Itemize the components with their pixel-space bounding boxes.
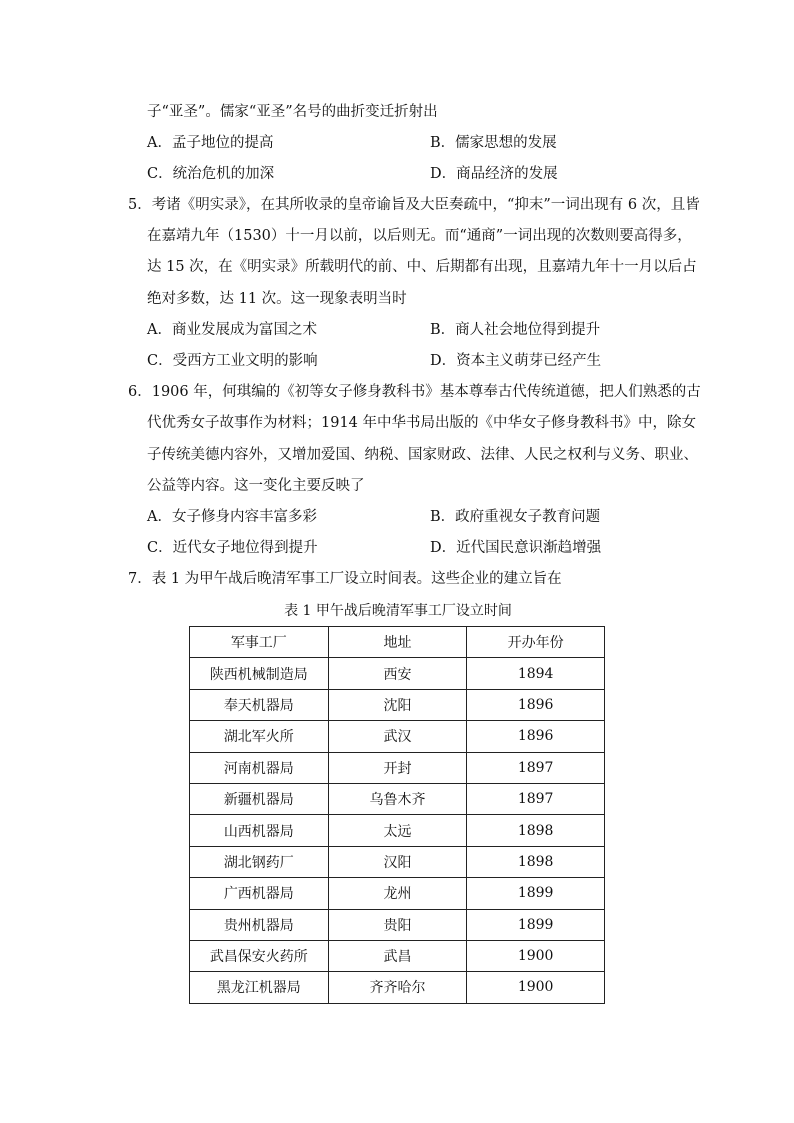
cell-location: 乌鲁木齐: [328, 783, 467, 814]
cell-factory: 黑龙江机器局: [190, 972, 329, 1003]
table-row: [190, 878, 605, 909]
q5-stem-line-4: 绝对多数，达 11 次。这一现象表明当时: [147, 291, 407, 307]
q7-stem: 7．表 1 为甲午战后晚清军事工厂设立时间表。这些企业的建立旨在: [128, 571, 562, 587]
cell-location: 武昌: [328, 940, 467, 971]
cell-year: 1896: [467, 721, 605, 752]
cell-location: 齐齐哈尔: [328, 972, 467, 1003]
cell-year: 1900: [467, 940, 605, 971]
table-row: [190, 658, 605, 689]
q5-stem-line-3: 达 15 次，在《明实录》所载明代的前、中、后期都有出现，且嘉靖九年十一月以后占: [147, 259, 697, 275]
cell-factory: 湖北钢药厂: [190, 846, 329, 877]
table-row: [190, 846, 605, 877]
cell-factory: 广西机器局: [190, 878, 329, 909]
q4-option-a: A．孟子地位的提高: [147, 135, 274, 151]
cell-location: 开封: [328, 752, 467, 783]
header-factory: 军事工厂: [190, 627, 329, 658]
cell-year: 1898: [467, 815, 605, 846]
cell-factory: 武昌保安火药所: [190, 940, 329, 971]
q4-option-d: D．商品经济的发展: [430, 166, 558, 182]
table-row: [190, 972, 605, 1003]
table-row: [190, 752, 605, 783]
table-row: [190, 689, 605, 720]
q6-option-b: B．政府重视女子教育问题: [430, 509, 601, 525]
cell-factory: 山西机器局: [190, 815, 329, 846]
cell-location: 太远: [328, 815, 467, 846]
cell-year: 1897: [467, 752, 605, 783]
q5-stem-line-2: 在嘉靖九年（1530）十一月以前，以后则无。而“通商”一词出现的次数则要高得多，: [147, 228, 692, 244]
cell-location: 龙州: [328, 878, 467, 909]
q5-option-d: D．资本主义萌芽已经产生: [430, 353, 602, 369]
cell-factory: 湖北军火所: [190, 721, 329, 752]
cell-factory: 河南机器局: [190, 752, 329, 783]
header-location: 地址: [328, 627, 467, 658]
cell-year: 1900: [467, 972, 605, 1003]
table-row: [190, 815, 605, 846]
table-row: [190, 783, 605, 814]
cell-year: 1897: [467, 783, 605, 814]
cell-factory: 贵州机器局: [190, 909, 329, 940]
cell-year: 1899: [467, 909, 605, 940]
q4-option-b: B．儒家思想的发展: [430, 135, 557, 151]
q6-option-a: A．女子修身内容丰富多彩: [147, 509, 317, 525]
q6-stem-line-3: 子传统美德内容外，又增加爱国、纳税、国家财政、法律、人民之权利与义务、职业、: [147, 447, 698, 463]
header-year: 开办年份: [467, 627, 605, 658]
table-row: [190, 721, 605, 752]
cell-year: 1898: [467, 846, 605, 877]
cell-factory: 陕西机械制造局: [190, 658, 329, 689]
cell-location: 沈阳: [328, 689, 467, 720]
q5-stem-line-1: 5．考诸《明实录》，在其所收录的皇帝谕旨及大臣奏疏中，“抑末”一词出现有 6 次，且皆: [128, 197, 700, 213]
q6-stem-line-2: 代优秀女子故事作为材料；1914 年中华书局出版的《中华女子修身教科书》中，除女: [147, 415, 697, 431]
q5-option-a: A．商业发展成为富国之术: [147, 322, 317, 338]
q6-option-d: D．近代国民意识渐趋增强: [430, 540, 602, 556]
cell-factory: 奉天机器局: [190, 689, 329, 720]
table-row: [190, 940, 605, 971]
cell-location: 贵阳: [328, 909, 467, 940]
cell-location: 武汉: [328, 721, 467, 752]
q6-stem-line-4: 公益等内容。这一变化主要反映了: [147, 478, 365, 494]
table-caption: 表 1 甲午战后晚清军事工厂设立时间: [284, 603, 512, 619]
factory-table: [189, 626, 605, 1004]
table-header-row: [190, 627, 605, 658]
cell-year: 1896: [467, 689, 605, 720]
q4-stem-tail: 子“亚圣”。儒家“亚圣”名号的曲折变迁折射出: [147, 104, 438, 120]
table-row: [190, 909, 605, 940]
q6-stem-line-1: 6．1906 年，何琪编的《初等女子修身教科书》基本尊奉古代传统道德，把人们熟悉的古: [128, 384, 701, 400]
q5-option-b: B．商人社会地位得到提升: [430, 322, 601, 338]
q6-option-c: C．近代女子地位得到提升: [147, 540, 318, 556]
q5-option-c: C．受西方工业文明的影响: [147, 353, 318, 369]
cell-year: 1899: [467, 878, 605, 909]
cell-year: 1894: [467, 658, 605, 689]
cell-location: 汉阳: [328, 846, 467, 877]
q4-option-c: C．统治危机的加深: [147, 166, 275, 182]
cell-factory: 新疆机器局: [190, 783, 329, 814]
cell-location: 西安: [328, 658, 467, 689]
